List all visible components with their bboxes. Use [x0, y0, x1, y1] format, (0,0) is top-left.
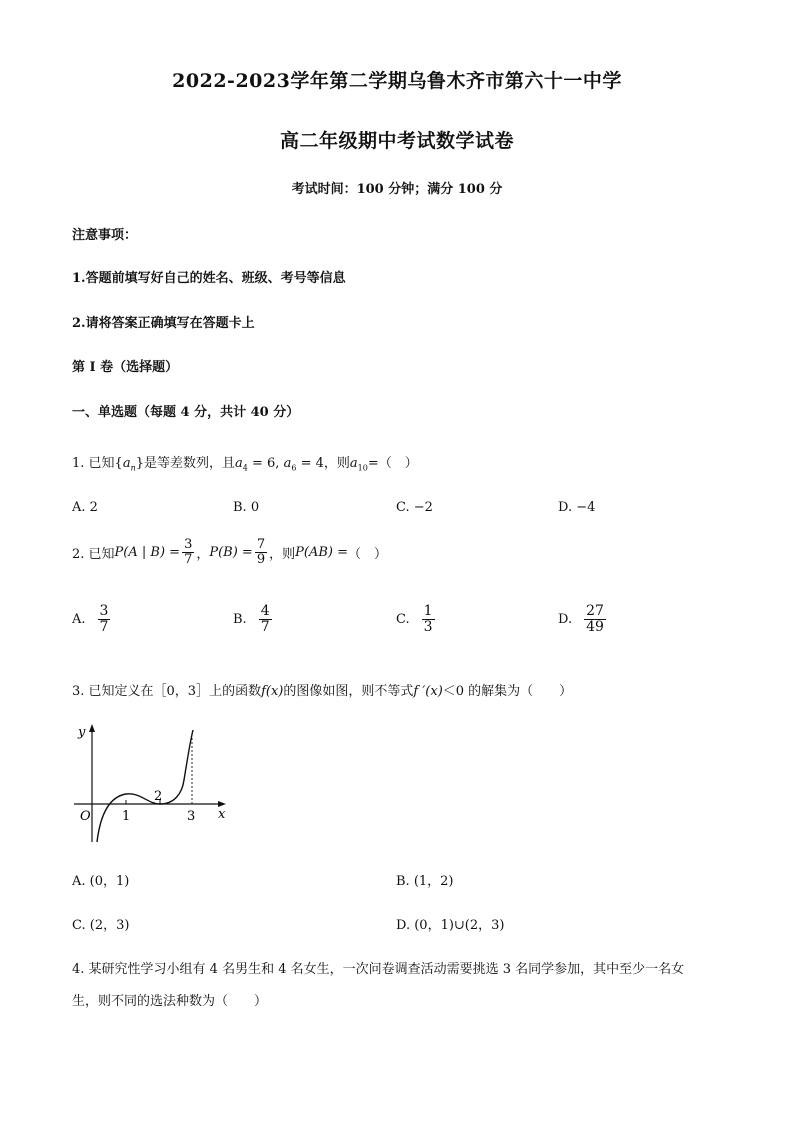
question-2 [72, 538, 387, 566]
q2-option-c-num: 1 [423, 603, 433, 619]
q2-f2-num: 7 [256, 537, 266, 552]
q1-option-a[interactable]: A. 2 [72, 500, 98, 515]
q1-cond-b-sub: 6 [291, 463, 297, 473]
q1-option-b[interactable]: B. 0 [233, 500, 260, 515]
q3-option-a[interactable]: A. (0，1) [72, 874, 130, 889]
q2-option-d-frac [584, 604, 606, 634]
exam-title-line2: 高二年级期中考试数学试卷 [279, 130, 514, 152]
q1-ask-sub: 10 [357, 463, 368, 473]
q1-ask-post: =（ ） [367, 456, 418, 471]
q1-ask-var: a [349, 456, 358, 471]
q2-expr2: P(B) = [209, 544, 253, 560]
q1-cond-eq1: = 6, [247, 456, 284, 471]
q2-option-c-frac [422, 604, 435, 634]
part-heading: 一、单选题（每题 4 分，共计 40 分） [72, 405, 300, 420]
q2-sep: ， [196, 546, 210, 562]
q2-fraction-2 [255, 538, 267, 566]
q1-prefix: 1. 已知{ [72, 456, 123, 471]
q2-fraction-1 [182, 538, 194, 566]
q2-option-a-label: A. [72, 611, 86, 627]
q2-option-c-den: 3 [423, 618, 433, 635]
q1-cond-eq2: = 4 [296, 456, 324, 471]
q3-text-mid: 的图像如图，则不等式 [283, 684, 414, 699]
q3-func: f(x) [261, 684, 284, 699]
question-3 [72, 680, 572, 699]
q1-option-c[interactable]: C. −2 [396, 500, 433, 515]
q3-function-graph [70, 722, 230, 847]
q2-expr3: P(AB) = [295, 544, 348, 560]
q3-deriv: f ′(x) [413, 684, 443, 699]
notes-item-2: 2.请将答案正确填写在答题卡上 [72, 316, 255, 331]
q3-text-post: ＜0 的解集为（ ） [442, 684, 573, 699]
tick-label-2: 2 [154, 789, 163, 804]
notes-item-1: 1.答题前填写好自己的姓名、班级、考号等信息 [72, 271, 346, 286]
q2-option-b-frac [259, 604, 272, 634]
question-4-line-2: 生，则不同的选法种数为（ ） [72, 994, 268, 1009]
q2-ask-pre: ，则 [269, 546, 296, 562]
q3-text-pre: 3. 已知定义在［0，3］上的函数 [72, 684, 262, 699]
q2-option-d-den: 49 [586, 618, 604, 635]
q1-seq-var: a [122, 456, 131, 471]
q1-cond-a-sub: 4 [242, 463, 248, 473]
q1-option-d[interactable]: D. −4 [558, 500, 596, 515]
q2-ask-post: （ ） [347, 546, 387, 562]
q2-option-c[interactable] [396, 604, 437, 634]
question-1 [72, 452, 418, 473]
q2-option-c-label: C. [396, 611, 410, 627]
tick-label-1: 1 [122, 809, 131, 824]
volume-heading: 第 I 卷（选择题） [72, 360, 179, 375]
q2-option-a[interactable] [72, 604, 112, 634]
origin-label: O [80, 809, 91, 824]
q1-cond-b: a [283, 456, 292, 471]
q3-option-c[interactable]: C. (2，3) [72, 918, 130, 933]
exam-title-line1: 2022-2023学年第二学期乌鲁木齐市第六十一中学 [172, 70, 622, 92]
q2-option-b-label: B. [233, 611, 247, 627]
q2-option-b[interactable] [233, 604, 274, 634]
q2-f1-den: 7 [184, 551, 193, 567]
q1-mid: }是等差数列，且 [135, 456, 236, 471]
x-label: x [218, 807, 226, 822]
q3-option-d[interactable]: D. (0，1)∪(2，3) [396, 918, 505, 933]
q1-ask-pre: ，则 [323, 456, 350, 471]
q2-option-d-num: 27 [586, 603, 604, 619]
tick-label-3: 3 [187, 809, 196, 824]
function-curve [97, 730, 196, 842]
y-axis-arrow [89, 724, 95, 732]
q1-seq-sub: n [130, 463, 136, 473]
q2-option-b-num: 4 [260, 603, 270, 619]
q1-cond-a: a [235, 456, 243, 471]
q2-prefix: 2. 已知 [72, 546, 115, 562]
notes-heading: 注意事项： [72, 228, 138, 243]
q2-option-b-den: 7 [260, 618, 270, 635]
y-label: y [78, 725, 86, 740]
q2-f1-num: 3 [184, 537, 193, 552]
q2-option-a-num: 3 [99, 603, 109, 619]
q2-option-a-frac [98, 604, 111, 634]
q2-option-d[interactable] [558, 604, 608, 634]
question-4-line-1: 4. 某研究性学习小组有 4 名男生和 4 名女生，一次问卷调查活动需要挑选 3 名同学参加，其中至少一名女 [72, 962, 685, 977]
exam-info: 考试时间：100 分钟；满分 100 分 [291, 182, 503, 197]
q2-option-d-label: D. [558, 611, 573, 627]
q2-expr1: P(A | B) = [114, 544, 181, 560]
q2-option-a-den: 7 [99, 618, 109, 635]
q3-option-b[interactable]: B. (1，2) [396, 874, 454, 889]
q2-f2-den: 9 [256, 551, 266, 567]
